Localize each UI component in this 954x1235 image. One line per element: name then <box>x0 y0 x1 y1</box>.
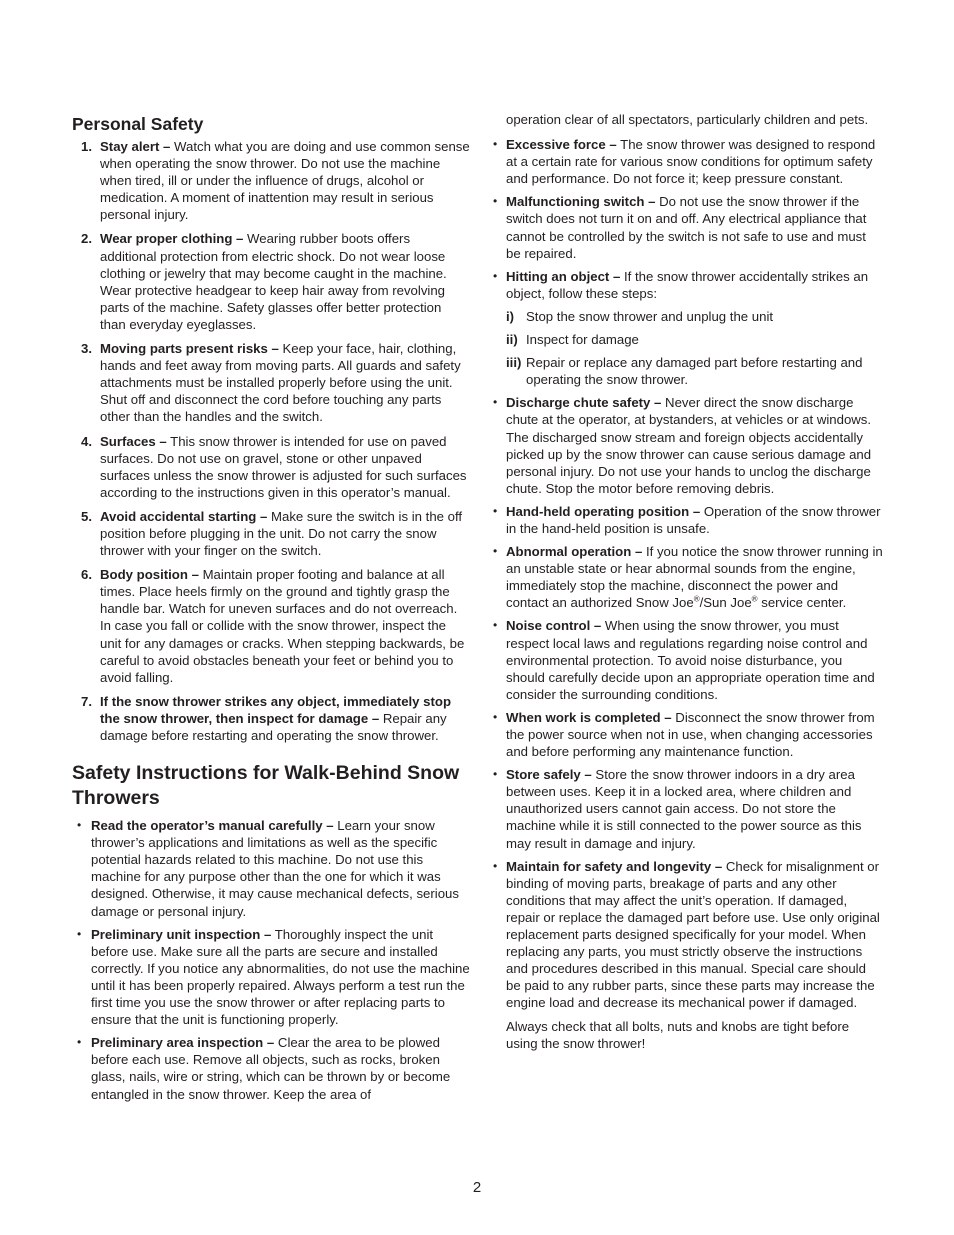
right-column <box>493 111 883 1058</box>
list-item: • Preliminary area inspection – Clear the area to be plowed before each use. Remove all objects, such as rocks, broken glass, nails, wire or string, which can be thrown by or become entangled in the snow thrower. Keep the area of <box>77 1035 451 1102</box>
list-item: • Store safely – Store the snow thrower indoors in a dry area between uses. Keep it in a locked area, where children and unauthorized users cannot gain access. Do not store the machine while it is still connected to the power source as this may result in damage and injury. <box>493 767 862 851</box>
closing-note: Always check that all bolts, nuts and knobs are tight before using the snow thrower! <box>506 1018 850 1051</box>
list-item: • Preliminary unit inspection – Thoroughly inspect the unit before use. Make sure all the parts are secure and installed correctly. If you notice any abnormalities, do not use the machine until it has been properly repaired. Always perform a test run the first time you use the snow thrower or after replacing parts to ensure that the unit is functioning properly. <box>77 926 470 1028</box>
personal-safety-list <box>72 138 470 744</box>
page-number: 2 <box>472 1179 482 1196</box>
steps-list <box>493 308 883 388</box>
step-item: ii) Inspect for damage <box>506 332 639 348</box>
list-item: • Noise control – When using the snow thrower, you must respect local laws and regulations regarding noise control and environmental protection. To avoid noise disturbance, you should carefully decide upon an appropriate operation time and consider the surrounding conditions. <box>493 618 875 702</box>
list-item: 7. If the snow thrower strikes any object, immediately stop the snow thrower, then inspect for damage – Repair any damage before restarting and operating the snow thrower. <box>81 693 452 743</box>
list-item: • Read the operator’s manual carefully – Learn your snow thrower’s applications and limitations as well as the specific potential hazards related to this machine. Do not use this machine for any purpose other than the one for which it was designed. Otherwise, it may cause mechanical defects, serious damage or personal injury. <box>77 818 459 919</box>
list-item: • Maintain for safety and longevity – Check for misalignment or binding of moving parts, breakage of parts and any other conditions that may affect the unit’s operation. If damaged, repair or replace the damaged part before use. Use only original replacement parts designed specifically for your model. When replacing any parts, you must strictly observe the instructions and procedures described in this manual. Special care should be paid to any rubber parts, since these parts may increase the engine load and decrease its mechanical power if damaged. <box>493 858 880 1011</box>
list-item: • Excessive force – The snow thrower was designed to respond at a certain rate for various snow conditions for optimum safety and performance. Do not force it; keep pressure constant. <box>493 137 876 187</box>
list-item: 6. Body position – Maintain proper footing and balance at all times. Place heels firmly on the ground and tightly grasp the handle bar. Watch for uneven surfaces and do not overreach. In case you fall or collide with the snow thrower, inspect the unit for any damages or cracks. When stepping backwards, be careful to avoid obstacles beneath your feet or behind you to avoid falling. <box>81 567 465 685</box>
continued-text: operation clear of all spectators, particularly children and pets. <box>506 112 869 127</box>
list-item: • Hand-held operating position – Operation of the snow thrower in the hand-held position is unsafe. <box>493 503 881 536</box>
list-item: 1. Stay alert – Watch what you are doing and use common sense when operating the snow thrower. Do not use the machine when tired, ill or under the influence of drugs, alcohol or medication. A moment of inattention may result in serious personal injury. <box>81 139 470 223</box>
step-item: i) Stop the snow thrower and unplug the unit <box>506 308 774 324</box>
registered-mark: ® <box>693 594 700 604</box>
list-item: 3. Moving parts present risks – Keep your face, hair, clothing, hands and feet away from moving parts. All guards and safety attachments must be installed properly before using the unit. Shut off and disconnect the cord before touching any parts other than the handles and the switch. <box>81 341 461 425</box>
registered-mark: ® <box>751 594 758 604</box>
list-item: 2. Wear proper clothing – Wearing rubber boots offers additional protection from electric shock. Do not wear loose clothing or jewelry that may become caught in the machine. Wear protective headgear to keep hair away from revolving parts of the machine. Safety glasses offer better protection than everyday eyeglasses. <box>81 231 447 332</box>
list-item: • Discharge chute safety – Never direct the snow discharge chute at the operator, at bystanders, at vehicles or at windows. The discharged snow stream and foreign objects accidentally picked up by the snow thrower can cause serious damage and personal injury. Do not use your hands to unclog the discharge chute. Stop the motor before removing debris. <box>493 395 872 496</box>
walk-behind-heading: Safety Instructions for Walk-Behind Snow Throwers <box>72 762 460 810</box>
walk-behind-list <box>72 817 470 1103</box>
list-item: • Abnormal operation – If you notice the snow thrower running in an unstable state or hear abnormal sounds from the engine, immediately stop the machine, disconnect the power and contact an authorized Snow Joe®/Sun Joe® service center. <box>493 544 883 611</box>
personal-safety-heading: Personal Safety <box>72 114 204 134</box>
list-item: 4. Surfaces – This snow thrower is intended for use on paved surfaces. Do not use on gravel, stone or other unpaved surfaces unless the snow thrower is adjusted for such surfaces according to the instructions given in this operator’s manual. <box>81 433 467 500</box>
list-item: • When work is completed – Disconnect the snow thrower from the power source when not in use, when changing accessories and before performing any maintenance function. <box>493 709 875 760</box>
list-item: • Malfunctioning switch – Do not use the snow thrower if the switch does not turn it on and off. Any electrical appliance that cannot be controlled by the switch is not safe to use and must be repaired. <box>493 194 867 261</box>
step-item: iii) Repair or replace any damaged part before restarting and operating the snow thrower. <box>506 355 863 388</box>
list-item: 5. Avoid accidental starting – Make sure the switch is in the off position before plugging in the unit. Do not carry the snow thrower with your finger on the switch. <box>81 508 463 559</box>
list-item: • Hitting an object – If the snow thrower accidentally strikes an object, follow these steps: <box>493 268 869 301</box>
left-column <box>72 111 470 1109</box>
